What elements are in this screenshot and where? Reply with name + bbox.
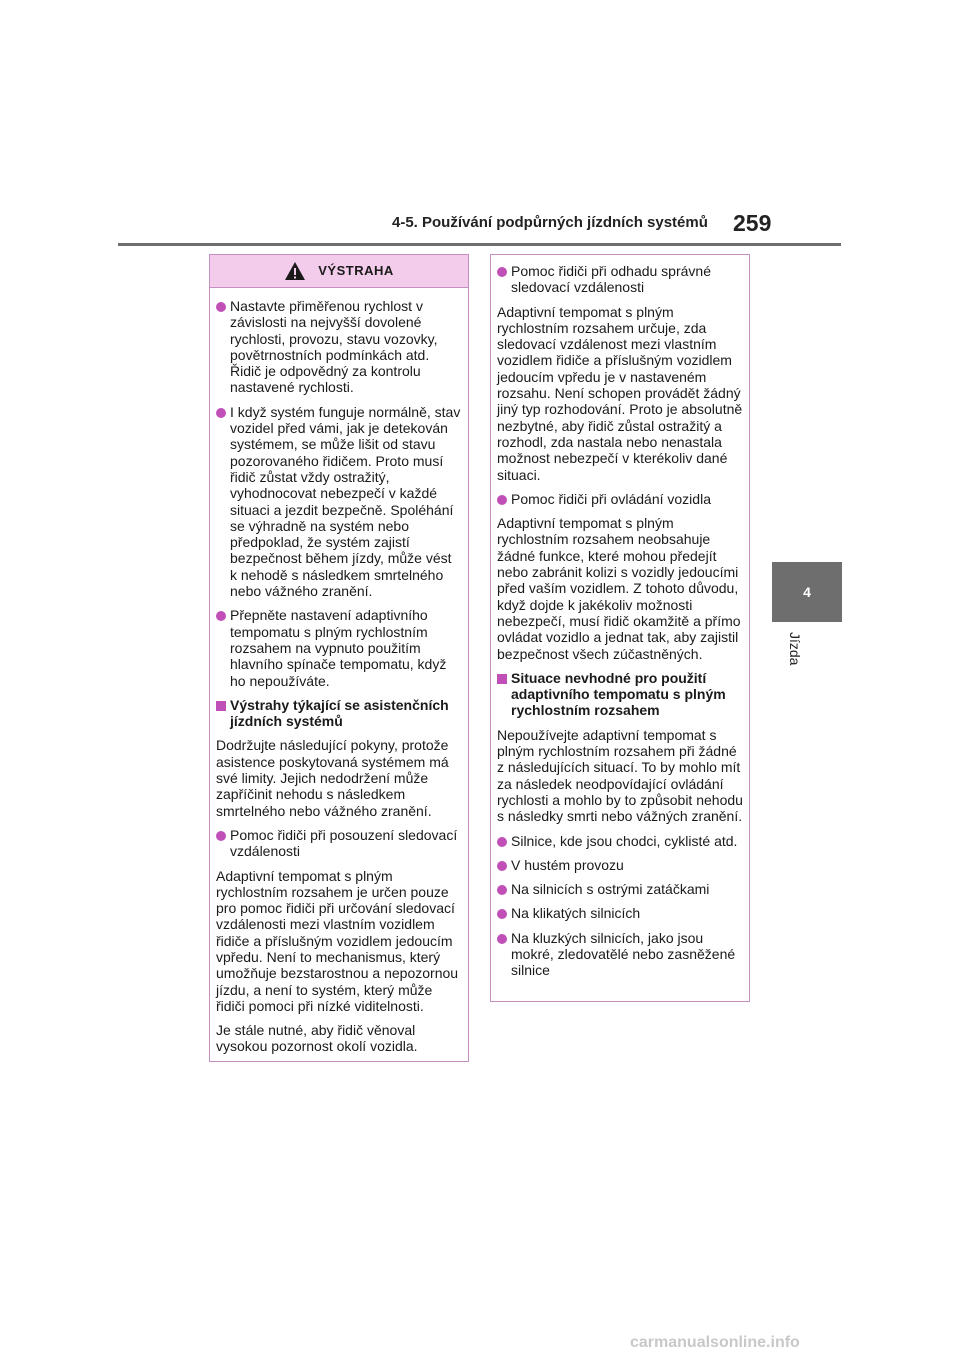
chapter-number: 4 [803, 584, 811, 600]
warning-header [210, 255, 468, 288]
list-item: Na kluzkých silnicích, jako jsou mokré, zledovatělé nebo zasněžené silnice [497, 930, 743, 979]
bullet-dot-icon [497, 934, 507, 944]
bullet-square-icon [216, 701, 226, 711]
paragraph: Je stále nutné, aby řidič věnoval vysokou pozornost okolí vozidla. [216, 1022, 418, 1055]
warning-label: VÝSTRAHA [318, 262, 394, 278]
paragraph: Adaptivní tempomat s plným rychlostním rozsahem neobsahuje žádné funkce, které mohou předejít nebo zabránit kolizi s vozidly jedoucími před vaším vozidlem. Z tohoto důvodu, když dojde k jakékoliv možnosti nebezpečí, musí řidič okamžitě a přímo ovládat vozidlo a jednat tak, aby zajistil bezpečnost všech zúčastněných. [497, 515, 741, 662]
list-item: V hustém provozu [497, 857, 743, 873]
paragraph: Nepoužívejte adaptivní tempomat s plným rychlostním rozsahem při žádné z následujících situací. To by mohlo mít za následek neodpovídající ovládání rychlosti a mohlo by to způsobit nehodu s následky smrti nebo vážných zranění. [497, 726, 743, 825]
bullet-dot-icon [216, 302, 226, 312]
bullet-dot-icon [497, 267, 507, 277]
bullet-dot-icon [497, 861, 507, 871]
paragraph: Adaptivní tempomat s plným rychlostním rozsahem je určen pouze pro pomoc řidiči při určování sledovací vzdálenosti mezi vlastním vozidlem řidiče a příslušným vozidlem jedoucím vpředu. Není to mechanismus, který umožňuje bezstarostnou a nepozornou jízdu, a není to systém, který může řidiči pomoci při nízké viditelnosti. [216, 867, 459, 1014]
header-divider [118, 243, 841, 246]
chapter-tab[interactable] [772, 562, 842, 622]
paragraph: Adaptivní tempomat s plným rychlostním rozsahem určuje, zda sledovací vzdálenost mezi vlastním vozidlem řidiče a příslušným vozidlem jedoucím vpředu je v nastaveném rozsahu. Není schopen provádět žádný jiný typ rozhodování. Proto je absolutně nezbytné, aby řidič zůstal ostražitý a rozhodl, zda nastala nebo nenastala možnost nebezpečí v kterékoliv dané situaci. [497, 303, 743, 483]
warning-triangle-icon [284, 261, 306, 281]
bullet-dot-icon [216, 831, 226, 841]
page-number: 259 [733, 210, 772, 236]
list-item: Na silnicích s ostrými zatáčkami [497, 881, 743, 897]
subheading: Výstrahy týkající se asistenčních jízdních systémů [216, 697, 462, 730]
list-item: Pomoc řidiči při posouzení sledovací vzdálenosti [216, 827, 462, 860]
bullet-dot-icon [497, 909, 507, 919]
watermark: carmanualsonline.info [630, 1334, 800, 1351]
bullet-square-icon [497, 674, 507, 684]
bullet-dot-icon [216, 408, 226, 418]
list-item: Přepněte nastavení adaptivního tempomatu s plným rychlostním rozsahem na vypnuto použitím hlavního spínače tempomatu, když ho nepoužíváte. [216, 607, 462, 688]
bullet-dot-icon [216, 611, 226, 621]
list-item: Pomoc řidiči při ovládání vozidla [497, 491, 743, 507]
subheading: Situace nevhodné pro použití adaptivního tempomatu s plným rychlostním rozsahem [497, 670, 743, 719]
paragraph: Dodržujte následující pokyny, protože asistence poskytovaná systémem má své limity. Jejich nedodržení může zapříčinit nehodu s následkem smrtelného nebo vážného zranění. [216, 737, 449, 819]
list-item: Nastavte přiměřenou rychlost v závislosti na nejvyšší dovolené rychlosti, provozu, stavu vozovky, povětrnostních podmínkách atd. Řidič je odpovědný za kontrolu nastavené rychlosti. [216, 298, 462, 396]
list-item: I když systém funguje normálně, stav vozidel před vámi, jak je detekován systémem, se může lišit od stavu pozorovaného řidičem. Proto musí řidič zůstat vždy ostražitý, vyhodnocovat nebezpečí v každé situaci a jezdit bezpečně. Spoléhání se výhradně na systém nebo předpoklad, že systém zajistí bezpečnost během jízdy, může vést k nehodě s následkem smrtelného nebo vážného zranění. [216, 404, 462, 600]
chapter-label: Jízda [787, 632, 803, 666]
list-item: Pomoc řidiči při odhadu správné sledovací vzdálenosti [497, 263, 743, 296]
bullet-dot-icon [497, 885, 507, 895]
bullet-dot-icon [497, 495, 507, 505]
list-item: Na klikatých silnicích [497, 905, 743, 921]
bullet-dot-icon [497, 837, 507, 847]
warning-box-right [490, 254, 750, 1002]
list-item: Silnice, kde jsou chodci, cyklisté atd. [497, 833, 743, 849]
warning-box-left [209, 254, 469, 1062]
section-title: 4-5. Používání podpůrných jízdních systémů [392, 214, 708, 231]
